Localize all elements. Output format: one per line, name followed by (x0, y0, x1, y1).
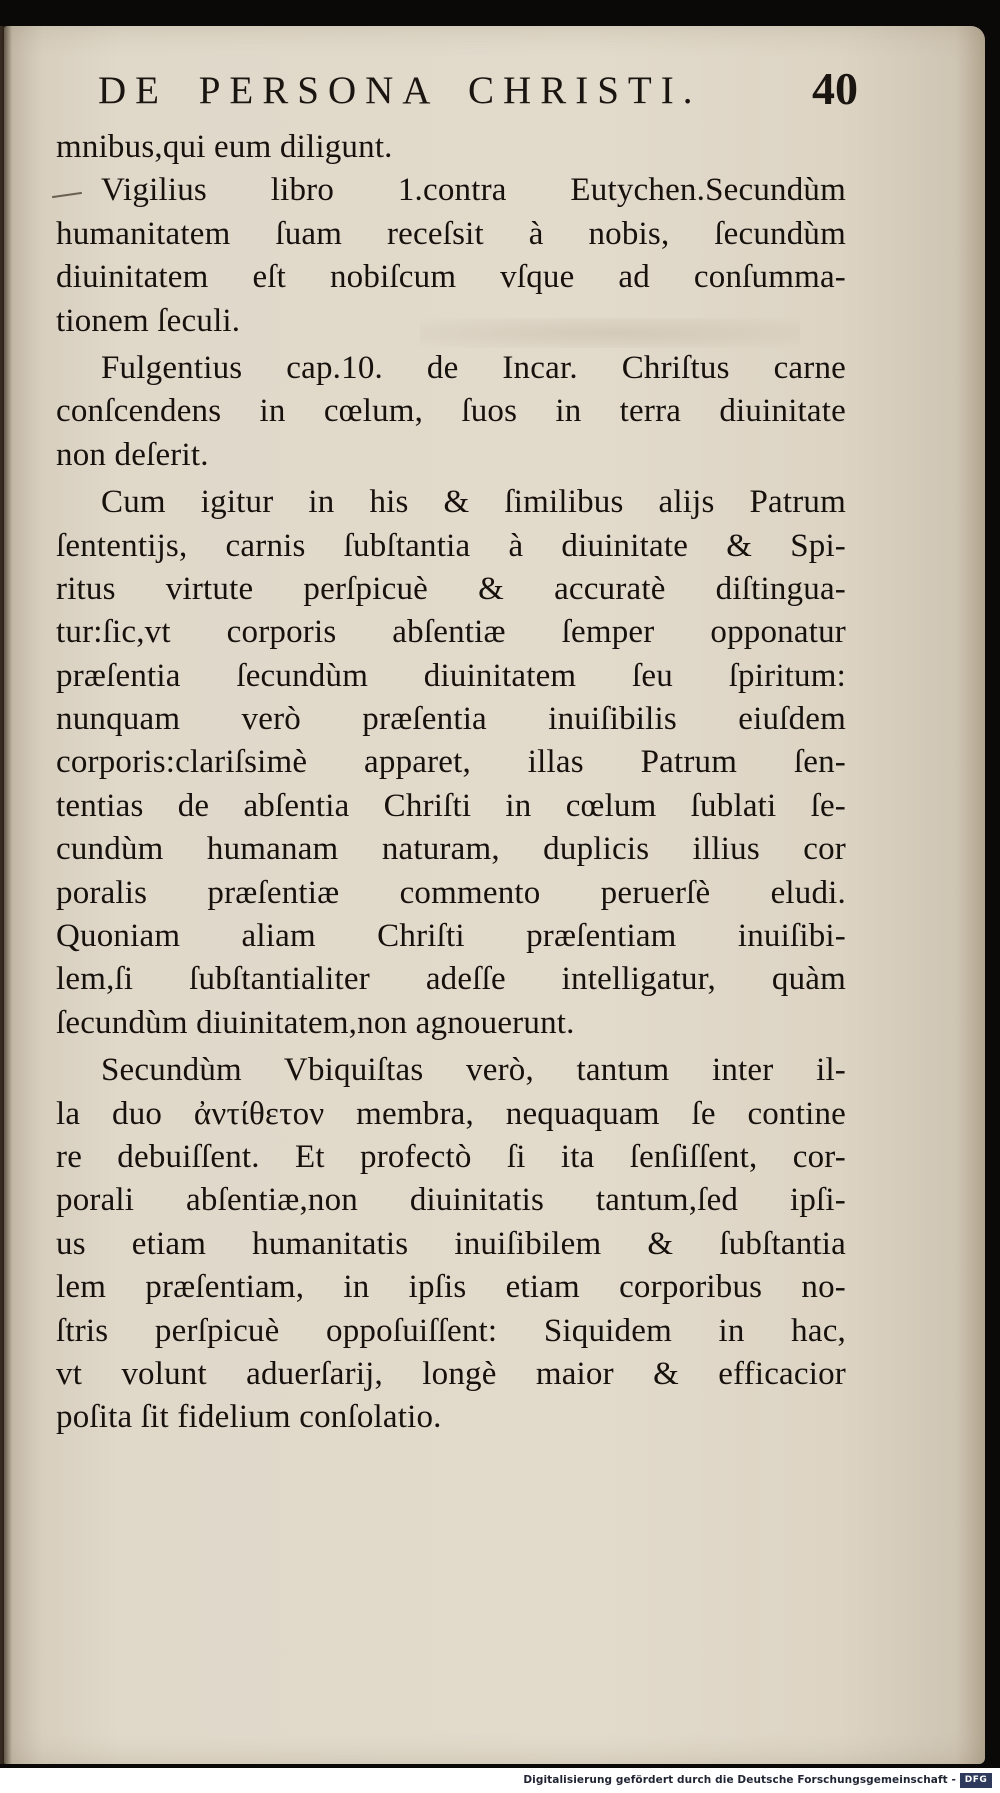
text-line: corporis:clariſsimè apparet, illas Patrum ſen- (56, 744, 846, 781)
text-line: us etiam humanitatis inuiſibilem & ſubſtantia (56, 1225, 846, 1262)
text-line: ritus virtute perſpicuè & accuratè diſtingua- (56, 570, 846, 607)
text-line: ſecundùm diuinitatem,non agnouerunt. (56, 1004, 575, 1041)
text-line: tentias de abſentia Chriſti in cœlum ſublati ſe- (56, 787, 846, 824)
funding-credit: Digitalisierung gefördert durch die Deutsche Forschungsgemeinschaft - (523, 1774, 956, 1786)
text-line: ſententijs, carnis ſubſtantia à diuinitate & Spi- (56, 527, 846, 564)
text-line: Fulgentius cap.10. de Incar. Chriſtus carne (101, 349, 846, 386)
text-line: tionem ſeculi. (56, 302, 241, 339)
text-line: humanitatem ſuam receſsit à nobis, ſecundùm (56, 215, 846, 252)
page-number: 40 (812, 63, 858, 114)
text-line: porali abſentiæ,non diuinitatis tantum,ſed ipſi- (56, 1182, 846, 1219)
text-line: la duo ἀντίθετον membra, nequaquam ſe contine (56, 1095, 846, 1132)
running-head (98, 62, 858, 122)
text-line: Quoniam aliam Chriſti præſentiam inuiſibi- (56, 918, 846, 955)
text-line: Vigilius libro 1.contra Eutychen.Secundùm (101, 172, 846, 209)
text-line: vt volunt aduerſarij, longè maior & efficacior (56, 1355, 846, 1392)
dfg-logo: DFG (960, 1773, 992, 1788)
running-head-title: DE PERSONA CHRISTI. (98, 69, 702, 112)
text-line: tur:ſic,vt corporis abſentiæ ſemper opponatur (56, 614, 846, 651)
credit-bar (0, 1768, 1000, 1793)
text-line: ſtris perſpicuè oppoſuiſſent: Siquidem in hac, (56, 1312, 846, 1349)
text-line: lem præſentiam, in ipſis etiam corporibus no- (56, 1269, 846, 1306)
text-line: nunquam verò præſentia inuiſibilis eiuſdem (56, 701, 846, 738)
text-line: mnibus,qui eum diligunt. (56, 129, 393, 165)
text-line: non deſerit. (56, 436, 209, 473)
text-line: diuinitatem eſt nobiſcum vſque ad conſumma- (56, 259, 846, 296)
text-line: præſentia ſecundùm diuinitatem ſeu ſpiritum: (56, 657, 846, 694)
text-line: Cum igitur in his & ſimilibus alijs Patrum (101, 484, 846, 521)
page-spine-shadow (0, 26, 12, 1764)
text-line: cundùm humanam naturam, duplicis illius cor (56, 831, 846, 868)
text-line: re debuiſſent. Et profectò ſi ita ſenſiſſent, cor- (56, 1138, 846, 1175)
text-line: poſita ſit fidelium conſolatio. (56, 1399, 442, 1436)
text-line: conſcendens in cœlum, ſuos in terra diuinitate (56, 393, 846, 430)
text-line: lem,ſi ſubſtantialiter adeſſe intelligatur, quàm (56, 961, 846, 998)
text-line: poralis præſentiæ commento peruerſè eludi. (56, 874, 846, 911)
text-line: Secundùm Vbiquiſtas verò, tantum inter il- (101, 1052, 846, 1089)
body-text (56, 126, 846, 1440)
